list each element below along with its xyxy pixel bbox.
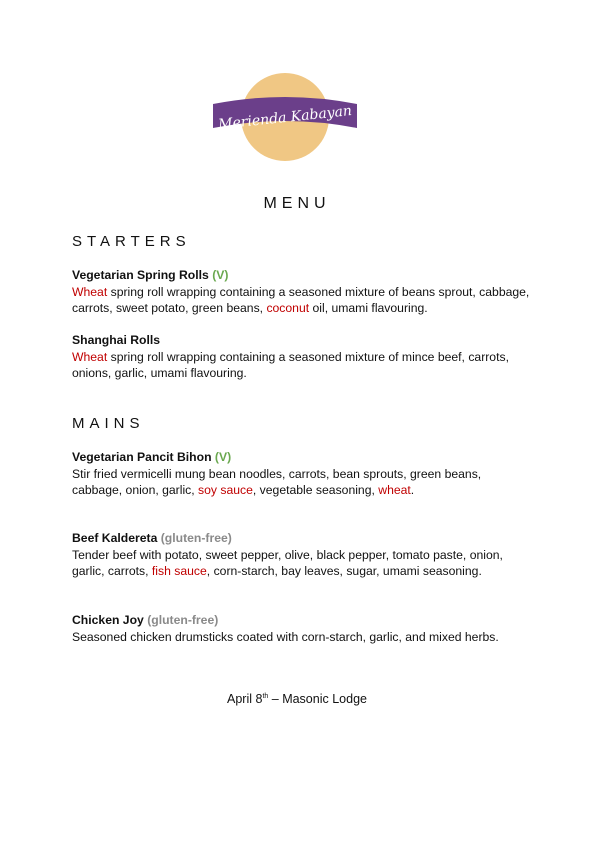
- dish-beef-kaldereta: [72, 530, 532, 580]
- description-text: Stir fried vermicelli mung bean noodles, carrots, bean sprouts, green beans, cabbage, onion, garlic,: [72, 466, 482, 497]
- vegetarian-tag: (V): [214, 450, 232, 464]
- allergen-text: fish sauce: [151, 564, 207, 578]
- merienda-kabayan-logo: [205, 72, 365, 162]
- dish-description: [72, 466, 532, 499]
- gluten-free-tag: (gluten-free): [160, 531, 232, 545]
- allergen-text: soy sauce: [198, 483, 253, 497]
- dish-name: Beef Kaldereta: [72, 531, 158, 545]
- gluten-free-tag: (gluten-free): [147, 613, 219, 627]
- dish-description: [72, 349, 532, 382]
- allergen-text: Wheat: [72, 284, 108, 299]
- dish-chicken-joy: [72, 612, 532, 645]
- allergen-text: coconut: [266, 301, 310, 315]
- starters-heading: STARTERS: [72, 233, 191, 250]
- dish-description: [72, 629, 532, 646]
- dish-name: Vegetarian Spring Rolls: [72, 268, 209, 282]
- description-text: , vegetable seasoning,: [252, 483, 379, 497]
- allergen-text: Wheat: [72, 349, 108, 364]
- description-text: oil, umami flavouring.: [309, 301, 428, 315]
- description-text: , corn-starch, bay leaves, sugar, umami seasoning.: [206, 564, 482, 578]
- dish-vegetarian-spring-rolls: [72, 267, 532, 317]
- description-text: .: [410, 483, 415, 497]
- description-text: spring roll wrapping containing a seasoned mixture of beans sprout, cabbage, carrots, sweet potato, green beans,: [72, 284, 530, 315]
- mains-heading: MAINS: [72, 415, 145, 432]
- dish-description: [72, 547, 532, 580]
- vegetarian-tag: (V): [212, 268, 229, 282]
- event-footer: [0, 692, 594, 706]
- event-date: April 8: [227, 692, 263, 706]
- logo-text: Merienda Kabayan: [217, 103, 353, 133]
- dish-name: Shanghai Rolls: [72, 333, 161, 347]
- description-text: spring roll wrapping containing a seasoned mixture of mince beef, carrots, onions, garlic, umami flavouring.: [72, 349, 509, 380]
- date-ordinal: th: [262, 692, 269, 700]
- description-text: Seasoned chicken drumsticks coated with corn-starch, garlic, and mixed herbs.: [72, 629, 499, 644]
- dish-name: Vegetarian Pancit Bihon: [72, 450, 212, 464]
- description-text: Tender beef with potato, sweet pepper, olive, black pepper, tomato paste, onion, garlic, carrots,: [72, 547, 503, 578]
- allergen-text: wheat: [378, 483, 411, 497]
- dish-name: Chicken Joy: [72, 613, 144, 627]
- event-venue: – Masonic Lodge: [268, 692, 367, 706]
- dish-description: [72, 284, 532, 317]
- dish-vegetarian-pancit-bihon: [72, 449, 532, 499]
- menu-title: MENU: [263, 195, 331, 212]
- dish-shanghai-rolls: [72, 332, 532, 382]
